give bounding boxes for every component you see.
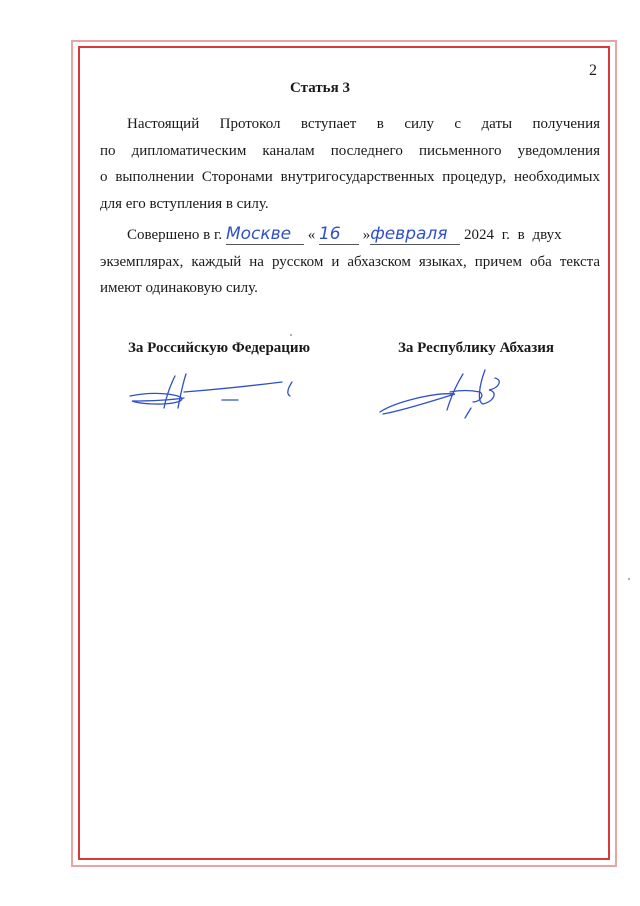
paragraph-line: экземплярах, каждый на русском и абхазском языках, причем оба текста	[100, 253, 600, 270]
day-handwritten: 16	[318, 224, 341, 244]
paragraph-line: для его вступления в силу.	[100, 195, 269, 212]
signature-abkhazia	[375, 362, 515, 422]
signatory-label-russia: За Российскую Федерацию	[128, 340, 311, 356]
month-handwritten: февраля	[370, 224, 448, 244]
article-title: Статья 3	[290, 80, 350, 96]
paragraph-line: имеют одинаковую силу.	[100, 280, 258, 296]
scan-speck	[290, 334, 292, 336]
signature-russia	[120, 368, 320, 418]
year-suffix: 2024 г. в двух	[463, 227, 562, 243]
paragraph-entry-into-force	[100, 111, 600, 217]
signatory-label-abkhazia: За Республику Абхазия	[398, 340, 555, 356]
month-blank	[370, 225, 460, 245]
paragraph-done-at	[100, 222, 600, 302]
day-blank	[319, 225, 359, 245]
quote-close: »	[362, 227, 371, 243]
paragraph-line: Настоящий Протокол вступает в силу с даты получения	[127, 116, 600, 132]
paragraph-line: по дипломатическим каналам последнего письменного уведомления	[100, 142, 600, 159]
city-handwritten: Москве	[225, 224, 292, 244]
quote-open: «	[307, 227, 316, 243]
paragraph-line-with-blanks	[100, 222, 600, 249]
city-blank	[226, 225, 304, 245]
paragraph-line: о выполнении Сторонами внутригосударственных процедур, необходимых	[100, 169, 600, 185]
page-number: 2	[589, 62, 597, 79]
scan-speck	[628, 578, 630, 580]
done-at-prefix: Совершено в г.	[127, 227, 223, 243]
